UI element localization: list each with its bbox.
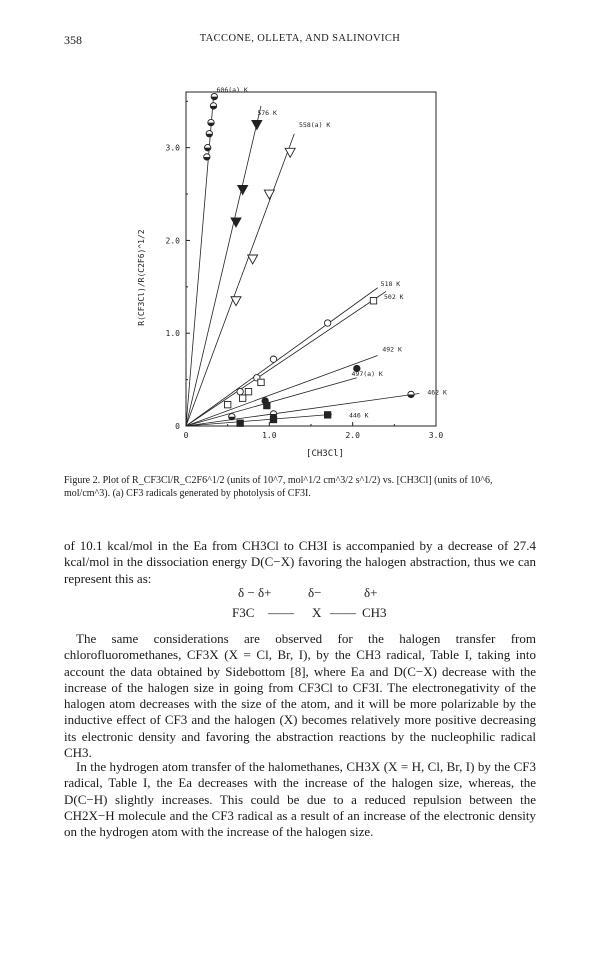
- data-point: [264, 190, 274, 199]
- series-label: 492 K: [382, 345, 402, 354]
- data-point: [258, 379, 264, 385]
- polarity-formula: [200, 585, 420, 625]
- y-tick-label: 3.0: [165, 143, 180, 153]
- data-point: [270, 416, 276, 422]
- data-point: [252, 120, 262, 129]
- data-point: [285, 148, 295, 157]
- series-label: 558(a) K: [299, 121, 331, 130]
- formula-left-group: F3C: [232, 605, 255, 620]
- figure-2: [100, 80, 500, 470]
- formula-right-group: CH3: [362, 605, 387, 620]
- paragraph-1: of 10.1 kcal/mol in the Ea from CH3Cl to CH3I is accompanied by a decrease of 27.4 kcal/mol in the dissociation energy D(C−X) favoring the halogen abstraction, thus we can represent this as:: [64, 538, 536, 586]
- fit-line: [186, 288, 378, 426]
- series-label: 606(a) K: [216, 85, 248, 94]
- data-point: [237, 388, 243, 394]
- x-tick-label: 1.0: [262, 431, 277, 440]
- data-point: [270, 356, 276, 362]
- x-axis-label: [CH3Cl]: [306, 449, 344, 459]
- data-point: [245, 388, 251, 394]
- paragraph-3: In the hydrogen atom transfer of the halomethanes, CH3X (X = H, Cl, Br, I) by the CF3 radical, Table I, the Ea decreases with the increase of the halogen size, whereas, the D(C−H) slightly increases. This could be due to a reduced repulsion between the CH2X−H molecule and the CF3 radical as a result of an increase of the electronic density on the hydrogen atom with the increase of the halogen size.: [64, 759, 536, 840]
- fit-line: [186, 291, 386, 426]
- page-number: 358: [64, 33, 82, 47]
- data-point: [370, 298, 376, 304]
- series-label: 497(a) K: [351, 369, 383, 378]
- data-point: [248, 255, 258, 264]
- data-point: [231, 218, 241, 227]
- y-axis-label: R(CF3Cl)/R(C2F6)^1/2: [137, 229, 146, 326]
- formula-delta-mid: δ−: [308, 585, 322, 600]
- x-tick-label: 0: [183, 431, 189, 440]
- fit-line: [186, 134, 294, 426]
- x-tick-label: 3.0: [428, 431, 444, 440]
- y-tick-label: 2.0: [165, 236, 180, 246]
- data-point: [224, 401, 230, 407]
- formula-center-atom: X: [312, 605, 322, 620]
- series-label: 518 K: [380, 279, 401, 288]
- series-label: 462 K: [427, 388, 447, 397]
- figure-caption: Figure 2. Plot of R_CF3Cl/R_C2F6^1/2 (units of 10^7, mol^1/2 cm^3/2 s^1/2) vs. [CH3Cl] (units of 10^6, mol/cm^3). (a) CF3 radicals generated by photolysis of CF3I.: [64, 475, 493, 499]
- series-label: 502 K: [384, 292, 404, 301]
- y-tick-label: 1.0: [165, 329, 180, 339]
- y-tick-label: 0: [175, 422, 180, 431]
- plot-frame: [186, 92, 436, 426]
- paragraph-2: The same considerations are observed for the halogen transfer from chlorofluoromethanes, CF3X (X = Cl, Br, I), by the CH3 radical, Table I, taking into account the data obtained by Sidebottom [8], where Ea and D(C−X) decrease with the increase of the halogen size in going from CF3Cl to CF3I. The electronegativity of the halogen atom decreases with the size of the atom, and it will be more polarizable by the inductive effect of CF3 and the halogen (X) becomes relatively more positive decreasing its electronic density and favoring the abstraction reactions by the nucleophilic radical CH3.: [64, 631, 536, 761]
- formula-delta-right: δ+: [364, 585, 378, 600]
- data-point: [324, 412, 330, 418]
- data-point: [237, 420, 243, 426]
- series-label: 576 K: [257, 109, 277, 118]
- running-head: TACCONE, OLLETA, AND SALINOVICH: [199, 33, 401, 44]
- fit-line: [186, 394, 419, 426]
- data-point: [239, 395, 245, 401]
- series-label: 446 K: [349, 411, 369, 420]
- data-point: [238, 185, 248, 194]
- data-point: [324, 320, 330, 326]
- formula-bond-right: ——: [330, 605, 356, 620]
- formula-delta-left: δ − δ+: [238, 585, 272, 600]
- data-point: [264, 402, 270, 408]
- formula-bond-left: ——: [268, 605, 294, 620]
- x-tick-label: 2.0: [345, 431, 360, 440]
- scatter-chart: [100, 80, 500, 470]
- fit-line: [186, 106, 261, 426]
